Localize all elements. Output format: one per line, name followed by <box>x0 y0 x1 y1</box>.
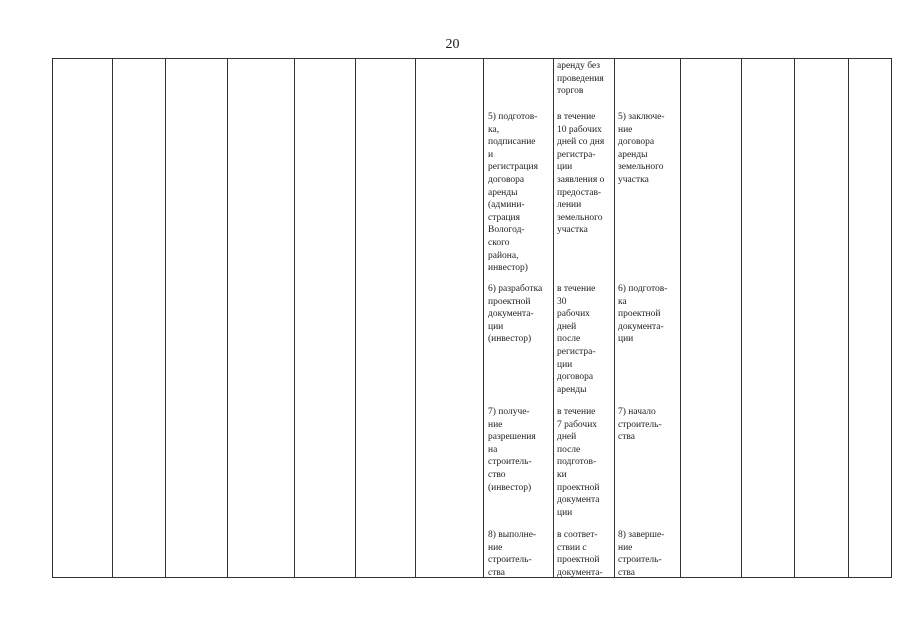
column-divider <box>553 58 554 578</box>
deadline-cell: в течение 7 рабочих дней после подготов- ки проектной документа ции <box>557 407 600 518</box>
column-divider <box>794 58 795 578</box>
column-divider <box>741 58 742 578</box>
deadline-cell: аренду без проведения торгов <box>557 61 604 97</box>
column-divider <box>227 58 228 578</box>
deadline-cell: в течение 30 рабочих дней после регистра- ции договора аренды <box>557 284 596 395</box>
column-divider <box>483 58 484 578</box>
column-divider <box>848 58 849 578</box>
deadline-cell: в течение 10 рабочих дней со дня регистра- ции заявления о предостав- лении земельного участка <box>557 112 605 236</box>
table-frame <box>52 58 892 578</box>
step-cell: 7) получе- ние разрешения на строитель- ство (инвестор) <box>488 407 536 493</box>
column-divider <box>165 58 166 578</box>
result-cell: 5) заключе- ние договора аренды земельного участка <box>618 112 665 185</box>
column-divider <box>680 58 681 578</box>
column-divider <box>415 58 416 578</box>
step-cell: 8) выполне- ние строитель- ства <box>488 530 537 578</box>
page-number: 20 <box>445 37 460 52</box>
result-cell: 6) подготов- ка проектной документа- ции <box>618 284 668 345</box>
step-cell: 5) подготов- ка, подписание и регистрация договора аренды (админи- страция Вологод- ского района, инвестор) <box>488 112 538 274</box>
deadline-cell: в соответ- ствии с проектной документа- <box>557 530 603 578</box>
column-divider <box>355 58 356 578</box>
step-cell: 6) разработка проектной документа- ции (инвестор) <box>488 284 543 345</box>
result-cell: 8) заверше- ние строитель- ства <box>618 530 665 578</box>
column-divider <box>294 58 295 578</box>
result-cell: 7) начало строитель- ства <box>618 407 662 443</box>
column-divider <box>112 58 113 578</box>
